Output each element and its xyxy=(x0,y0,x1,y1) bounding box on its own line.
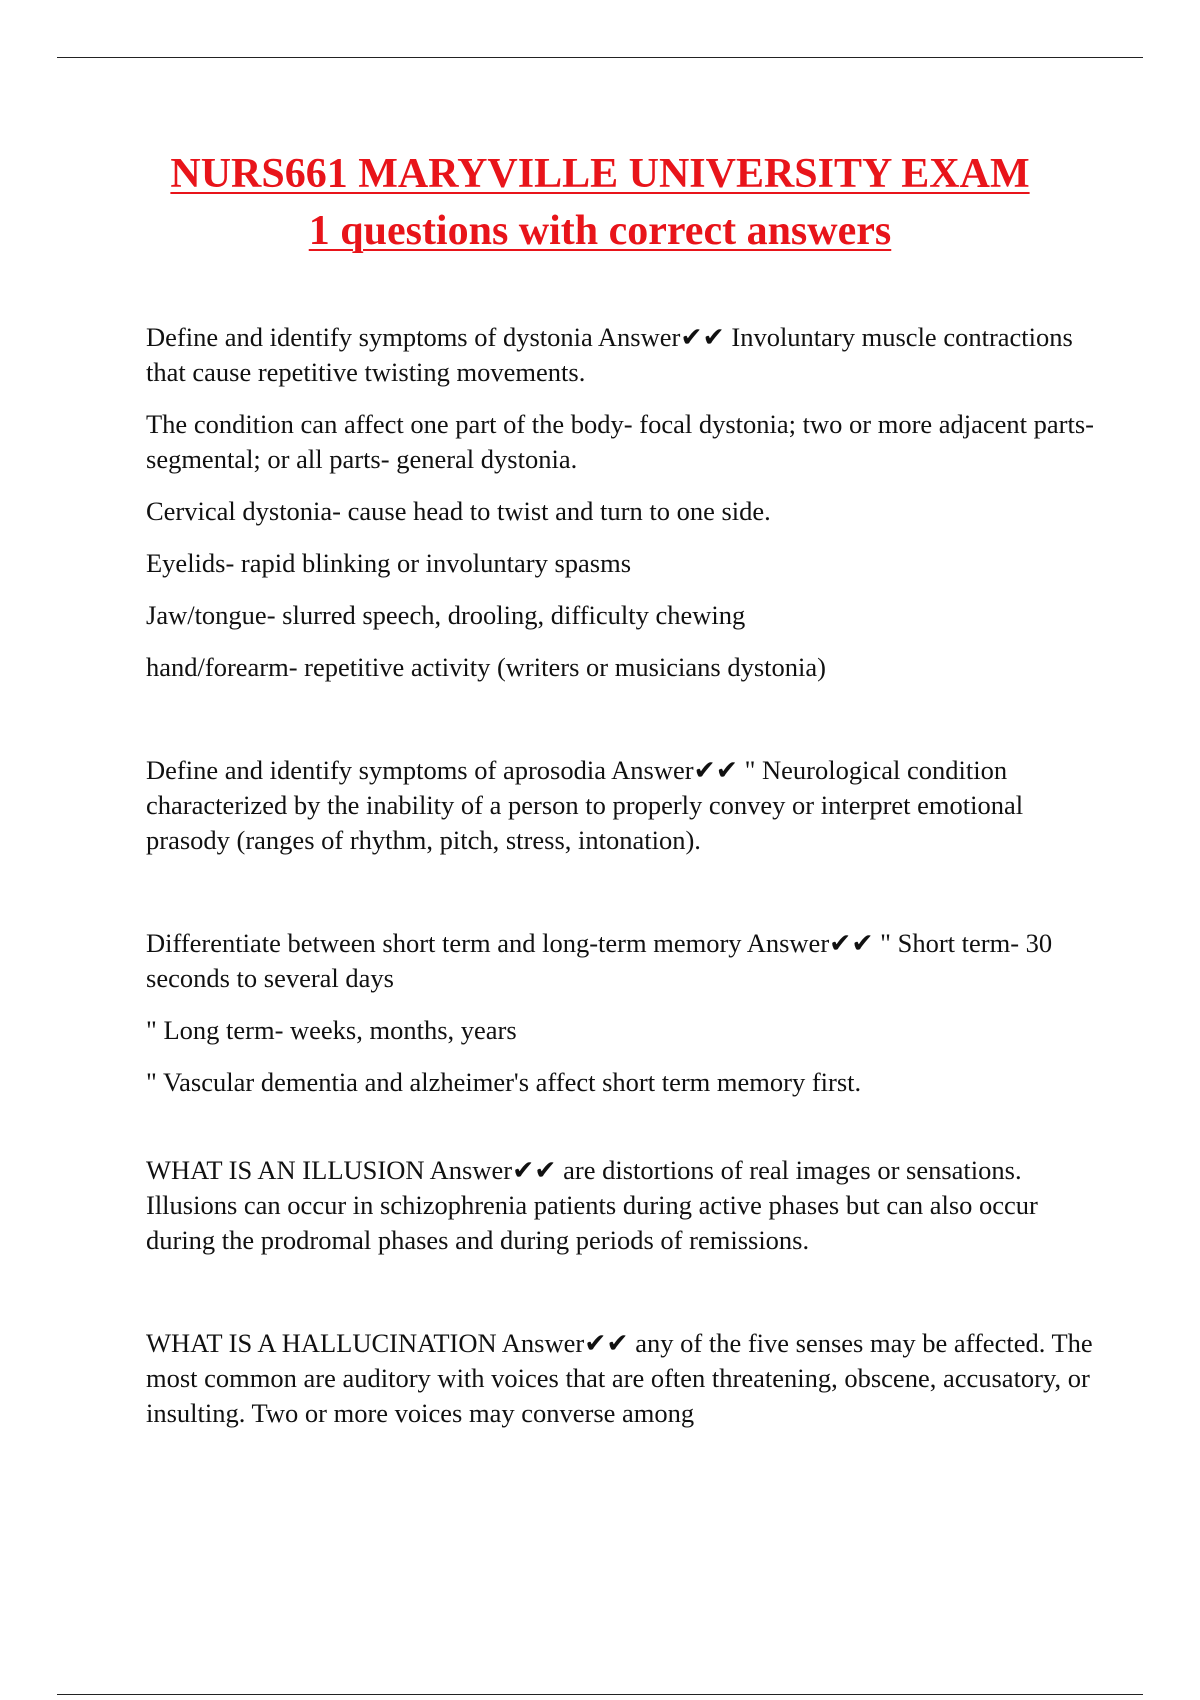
paragraph: " Long term- weeks, months, years xyxy=(146,1015,517,1045)
paragraph: " Vascular dementia and alzheimer's affect short term memory first. xyxy=(146,1067,862,1097)
qa-block-aprosodia xyxy=(146,753,1096,858)
paragraph: Eyelids- rapid blinking or involuntary spasms xyxy=(146,548,632,578)
qa-block-dystonia xyxy=(146,320,1096,685)
paragraph: WHAT IS AN ILLUSION Answer✔✔ are distortions of real images or sensations. Illusions can occur in schizophrenia patients during active phases but can also occur during the prodromal phases and during periods of remissions. xyxy=(146,1155,1038,1255)
page-bottom-rule xyxy=(57,1694,1143,1695)
paragraph: Jaw/tongue- slurred speech, drooling, difficulty chewing xyxy=(146,600,746,630)
qa-block-illusion xyxy=(146,1153,1096,1258)
qa-block-hallucination xyxy=(146,1326,1096,1431)
document-title xyxy=(100,146,1100,260)
paragraph: Differentiate between short term and long-term memory Answer✔✔ " Short term- 30 seconds to several days xyxy=(146,928,1053,993)
paragraph: WHAT IS A HALLUCINATION Answer✔✔ any of the five senses may be affected. The most common are auditory with voices that are often threatening, obscene, accusatory, or insulting. Two or more voices may converse among xyxy=(146,1328,1093,1428)
paragraph: hand/forearm- repetitive activity (writers or musicians dystonia) xyxy=(146,652,826,682)
qa-block-memory xyxy=(146,926,1096,1100)
document-body xyxy=(146,320,1096,1431)
title-line-1: NURS661 MARYVILLE UNIVERSITY EXAM xyxy=(170,151,1030,197)
paragraph: Define and identify symptoms of aprosodia Answer✔✔ " Neurological condition characterized by the inability of a person to properly convey or interpret emotional prasody (ranges of rhythm, pitch, stress, intonation). xyxy=(146,755,1024,855)
paragraph: The condition can affect one part of the body- focal dystonia; two or more adjacent parts- segmental; or all parts- general dystonia. xyxy=(146,409,1095,474)
paragraph: Cervical dystonia- cause head to twist and turn to one side. xyxy=(146,496,771,526)
page-top-rule xyxy=(57,57,1143,58)
title-line-2: 1 questions with correct answers xyxy=(308,208,892,254)
paragraph: Define and identify symptoms of dystonia Answer✔✔ Involuntary muscle contractions that cause repetitive twisting movements. xyxy=(146,322,1073,387)
